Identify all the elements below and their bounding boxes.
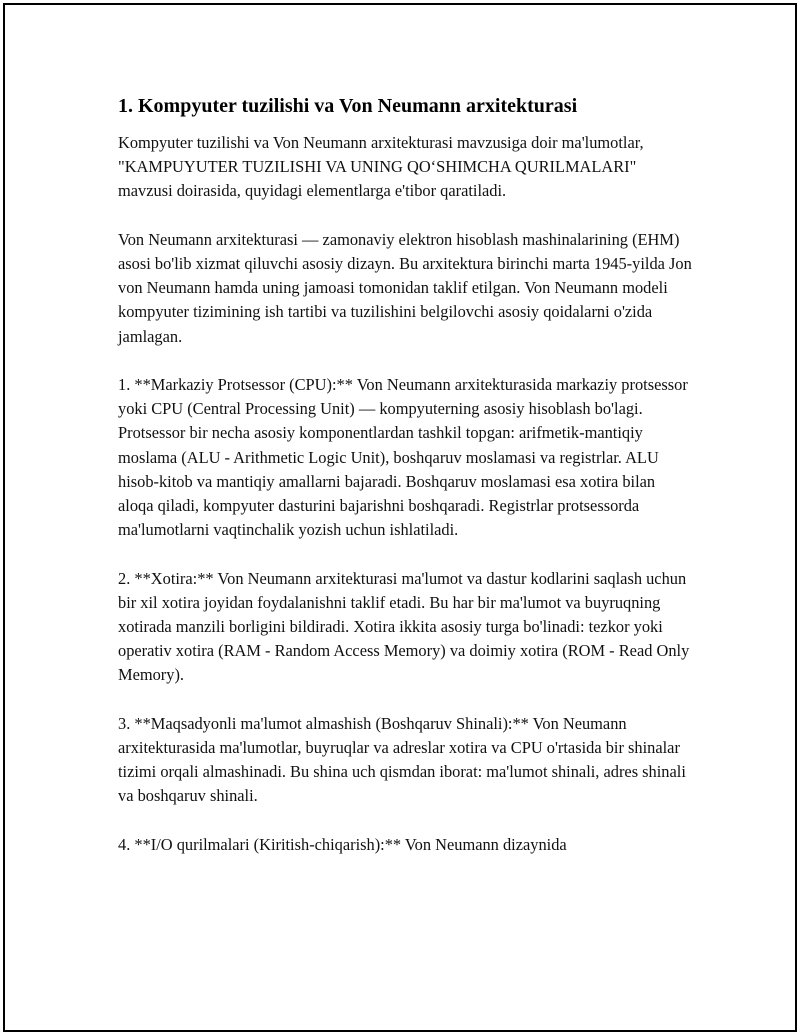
paragraph-von-neumann: Von Neumann arxitekturasi — zamonaviy elektron hisoblash mashinalarining (EHM) asosi bo'lib xizmat qiluvchi asosiy dizayn. Bu arxitektura birinchi marta 1945-yilda Jon von Neumann hamda uning jamoasi tomonidan taklif etilgan. Von Neumann modeli kompyuter tizimining ish tartibi va tuzilishini belgilovchi asosiy qoidalarni o'zida jamlagan. bbox=[118, 229, 692, 346]
document-title: 1. Kompyuter tuzilishi va Von Neumann arxitekturasi bbox=[118, 95, 578, 117]
paragraph-intro: Kompyuter tuzilishi va Von Neumann arxitekturasi mavzusiga doir ma'lumotlar, "KAMPUYUTER TUZILISHI VA UNING QO‘SHIMCHA QURILMALARI" mavzusi doirasida, quyidagi elementlarga e'tibor qaratiladi. bbox=[118, 133, 644, 201]
document-body bbox=[118, 93, 693, 881]
paragraph-memory: 2. **Xotira:** Von Neumann arxitekturasi ma'lumot va dastur kodlarini saqlash uchun bir xil xotira joyidan foydalanishni taklif etadi. Bu har bir ma'lumot va buyruqning xotirada manzili borligini bildiradi. Xotira ikkita asosiy turga bo'linadi: tezkor yoki operativ xotira (RAM - Random Access Memory) va doimiy xotira (ROM - Read Only Memory). bbox=[118, 568, 690, 685]
paragraph-bus: 3. **Maqsadyonli ma'lumot almashish (Boshqaruv Shinali):** Von Neumann arxitekturasida ma'lumotlar, buyruqlar va adreslar xotira va CPU o'rtasida bir shinalar tizimi orqali almashinadi. Bu shina uch qismdan iborat: ma'lumot shinali, adres shinali va boshqaruv shinali. bbox=[118, 713, 686, 806]
paragraph-io: 4. **I/O qurilmalari (Kiritish-chiqarish):** Von Neumann dizaynida bbox=[118, 834, 567, 854]
paragraph-cpu: 1. **Markaziy Protsessor (CPU):** Von Neumann arxitekturasida markaziy protsessor yoki CPU (Central Processing Unit) — kompyuterning asosiy hisoblash bo'lagi. Protsessor bir necha asosiy komponentlardan tashkil topgan: arifmetik-mantiqiy moslama (ALU - Arithmetic Logic Unit), boshqaruv moslamasi va registrlar. ALU hisob-kitob va mantiqiy amallarni bajaradi. Boshqaruv moslamasi esa xotira bilan aloqa qiladi, kompyuter dasturini bajarishni boshqaradi. Registrlar protsessorda ma'lumotlarni vaqtinchalik yozish uchun ishlatiladi. bbox=[118, 375, 688, 540]
